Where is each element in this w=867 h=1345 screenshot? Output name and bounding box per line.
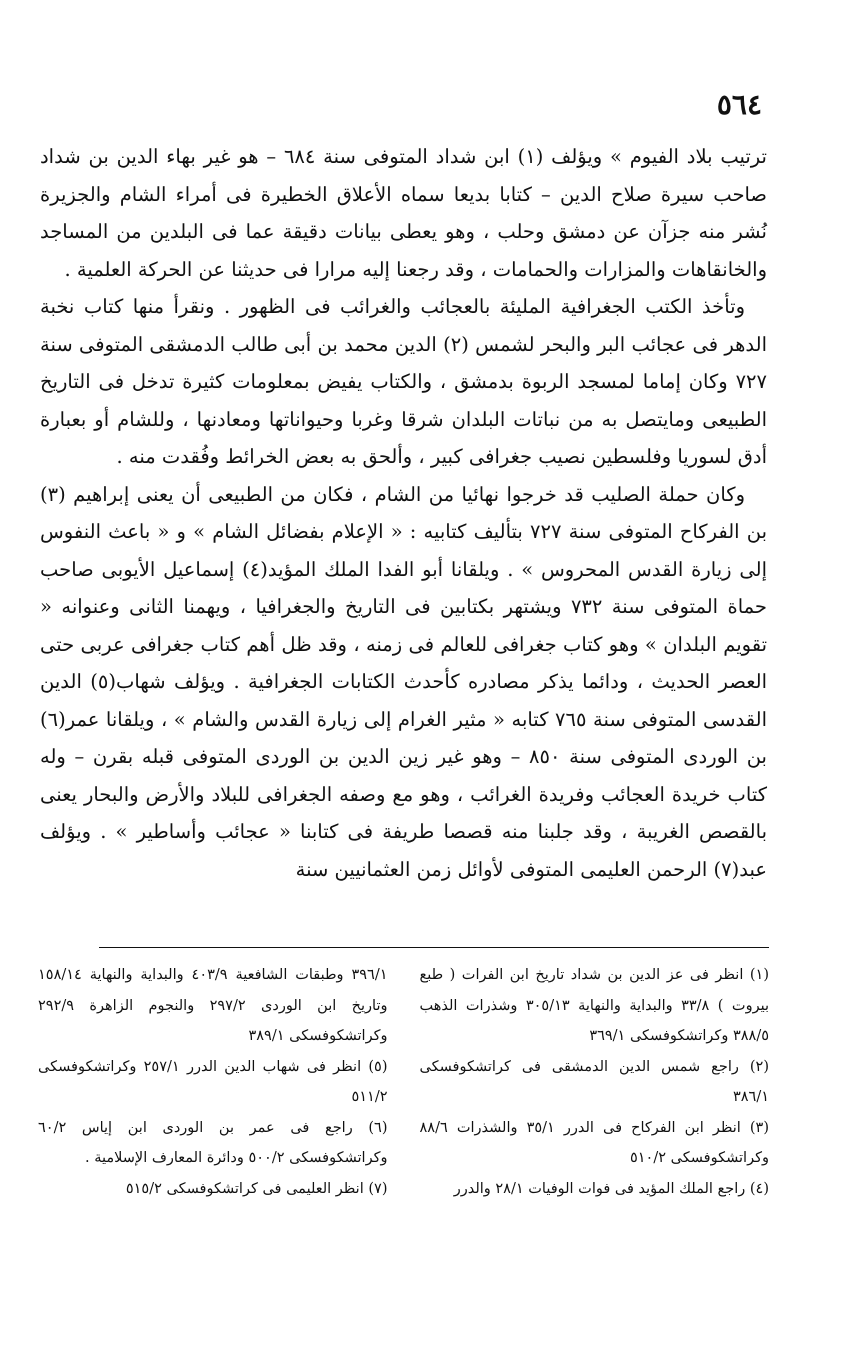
footnote: (٦) راجع فى عمر بن الوردى ابن إياس ٦٠/٢ وكراتشكوفسكى ٥٠٠/٢ ودائرة المعارف الإسلامية .: [38, 1119, 388, 1166]
footnote: (٤) راجع الملك المؤيد فى فوات الوفيات ٢٨/١ والدرر: [453, 1180, 769, 1197]
footnotes-left-column: [38, 960, 388, 1204]
footnote: (٢) راجع شمس الدين الدمشقى فى كراتشكوفسكى ٣٨٦/١: [419, 1058, 769, 1105]
paragraph: وتأخذ الكتب الجغرافية المليئة بالعجائب والغرائب فى الظهور . ونقرأ منها كتاب نخبة الدهر فى عجائب البر والبحر لشمس (٢) الدين محمد بن أبى طالب الدمشقى المتوفى سنة ٧٢٧ وكان إماما لمسجد الربوة بدمشق ، والكتاب يفيض بمعلومات كثيرة تدخل فى التاريخ الطبيعى ومايتصل به من نباتات البلدان شرقا وغربا وحيواناتها ومعادنها ، وللشام أو بعبارة أدق لسوريا وفلسطين نصيب جغرافى كبير ، وألحق به بعض الخرائط وفُقدت منه .: [40, 295, 768, 468]
footnote-divider: [99, 947, 769, 948]
paragraph: ترتيب بلاد الفيوم » ويؤلف (١) ابن شداد المتوفى سنة ٦٨٤ – هو غير بهاء الدين بن شداد صاحب سيرة صلاح الدين – كتابا بديعا سماه الأعلاق الخطيرة فى أمراء الشام والجزيرة نُشر منه جزآن عن دمشق وحلب ، وهو يعطى بيانات دقيقة عما فى البلدين من المساجد والخانقاهات والمزارات والحمامات ، وقد رجعنا إليه مرارا فى حديثنا عن الحركة العلمية .: [40, 145, 767, 281]
footnote: (١) انظر فى عز الدين بن شداد تاريخ ابن الفرات ( طبع بيروت ) ٣٣/٨ والبداية والنهاية ٣٠٥/١٣ وشذرات الذهب ٣٨٨/٥ وكراتشكوفسكى ٣٦٩/١: [419, 967, 769, 1044]
page-number: ٥٦٤: [716, 88, 762, 121]
footnote: (٧) انظر العليمى فى كراتشكوفسكى ٥١٥/٢: [125, 1180, 388, 1197]
footnotes: [38, 960, 769, 1204]
body-text: [40, 138, 767, 888]
footnote: ٣٩٦/١ وطبقات الشافعية ٤٠٣/٩ والبداية والنهاية ١٥٨/١٤ وتاريخ ابن الوردى ٢٩٧/٢ والنجوم الزاهرة ٢٩٢/٩ وكراتشكوفسكى ٣٨٩/١: [38, 967, 388, 1044]
footnotes-right-column: [420, 960, 770, 1204]
paragraph: وكان حملة الصليب قد خرجوا نهائيا من الشام ، فكان من الطبيعى أن يعنى إبراهيم (٣) بن الفركاح المتوفى سنة ٧٢٧ بتأليف كتابيه : « الإعلام بفضائل الشام » و « باعث النفوس إلى زيارة القدس المحروس » . ويلقانا أبو الفدا الملك المؤيد(٤) إسماعيل الأيوبى صاحب حماة المتوفى سنة ٧٣٢ ويشتهر بكتابين فى التاريخ والجغرافيا ، ويهمنا الثانى وعنوانه « تقويم البلدان » وهو كتاب جغرافى للعالم فى زمنه ، وقد ظل أهم كتاب جغرافى عربى حتى العصر الحديث ، ودائما يذكر مصادره كأحدث الكتابات الجغرافية . ويؤلف شهاب(٥) الدين القدسى المتوفى سنة ٧٦٥ كتابه « مثير الغرام إلى زيارة القدس والشام » ، ويلقانا عمر(٦) بن الوردى المتوفى سنة ٨٥٠ – وهو غير زين الدين بن الوردى المتوفى قبله بقرن – وله كتاب خريدة العجائب وفريدة الغرائب ، وهو مع وصفه الجغرافى للبلاد والأرض والبحار يعنى بالقصص الغريبة ، وقد جلبنا منه قصصا طريفة فى كتابنا « عجائب وأساطير » . ويؤلف عبد(٧) الرحمن العليمى المتوفى لأوائل زمن العثمانيين سنة: [40, 482, 767, 881]
footnote: (٥) انظر فى شهاب الدين الدرر ٢٥٧/١ وكراتشكوفسكى ٥١١/٢: [38, 1058, 388, 1105]
footnote: (٣) انظر ابن الفركاح فى الدرر ٣٥/١ والشذرات ٨٨/٦ وكراتشكوفسكى ٥١٠/٢: [419, 1119, 769, 1166]
